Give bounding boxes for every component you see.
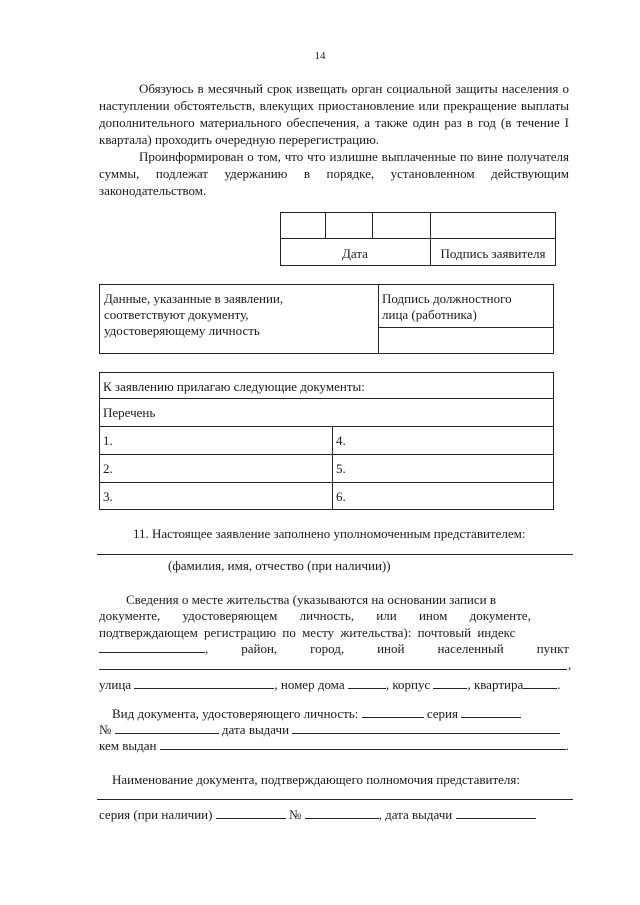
authority-series-field[interactable] bbox=[216, 806, 286, 819]
issue-date-label: дата выдачи bbox=[221, 722, 290, 737]
doc-type-field[interactable] bbox=[362, 705, 424, 718]
series-field[interactable] bbox=[461, 705, 521, 718]
date-field[interactable] bbox=[281, 213, 429, 237]
authority-title: Наименование документа, подтверждающего полномочия представителя: bbox=[112, 772, 520, 787]
documents-list-label: Перечень bbox=[103, 405, 156, 420]
period: . bbox=[557, 677, 561, 692]
number-field[interactable] bbox=[115, 721, 219, 734]
authority-number-label: № bbox=[288, 807, 302, 822]
district-label: район, bbox=[241, 641, 278, 656]
period: . bbox=[565, 738, 569, 753]
documents-header: К заявлению прилагаю следующие документы: bbox=[103, 379, 365, 394]
informed-paragraph: Проинформирован о том, что что излишне выплаченные по вине получателя суммы, подлежат удержанию в порядке, установленном действующим законодательством. bbox=[99, 149, 569, 198]
apartment-label: , квартира bbox=[467, 677, 524, 692]
number-label: № bbox=[99, 722, 112, 737]
residence-line-4 bbox=[99, 640, 569, 657]
verification-text-line-1: Данные, указанные в заявлении, bbox=[104, 291, 284, 306]
authority-line-2 bbox=[99, 806, 536, 823]
obligation-paragraph: Обязуюсь в месячный срок извещать орган социальной защиты населения о наступлении обстоятельств, влекущих приостановление или прекращение выплаты дополнительного материального обеспечения, а также один раз в год (в течение I квартала) проходить очередную перерегистрацию. bbox=[99, 81, 569, 147]
residence-line-2-text: документе, удостоверяющем личность, или ином документе, bbox=[99, 608, 531, 623]
populated-label: населенный bbox=[437, 641, 504, 656]
issued-by-label: кем выдан bbox=[99, 738, 157, 753]
point-label: пункт bbox=[536, 641, 569, 656]
official-signature-label-2: лица (работника) bbox=[382, 307, 477, 322]
page-number: 14 bbox=[314, 50, 326, 62]
street-label: улица bbox=[99, 677, 132, 692]
document-item-4[interactable]: 4. bbox=[336, 433, 346, 448]
document-item-1[interactable]: 1. bbox=[103, 433, 113, 448]
series-label: серия bbox=[426, 706, 458, 721]
applicant-signature-label: Подпись заявителя bbox=[440, 246, 546, 261]
applicant-signature-field[interactable] bbox=[431, 213, 555, 237]
address-line[interactable] bbox=[99, 669, 567, 670]
fio-caption: (фамилия, имя, отчество (при наличии)) bbox=[168, 558, 391, 573]
building-label: , корпус bbox=[385, 677, 431, 692]
issue-date-field[interactable] bbox=[292, 721, 560, 734]
document-item-5[interactable]: 5. bbox=[336, 461, 346, 476]
residence-line-1: Сведения о месте жительства (указываются на основании записи в bbox=[126, 592, 496, 607]
other-label: иной bbox=[377, 641, 405, 656]
address-line-comma: , bbox=[568, 657, 572, 672]
authority-issue-date-field[interactable] bbox=[456, 806, 536, 819]
authority-number-field[interactable] bbox=[305, 806, 379, 819]
document-item-2[interactable]: 2. bbox=[103, 461, 113, 476]
authority-series-label: серия (при наличии) bbox=[99, 807, 213, 822]
house-label: , номер дома bbox=[274, 677, 345, 692]
postal-index-field[interactable] bbox=[99, 640, 205, 653]
comma: , bbox=[205, 641, 209, 656]
identity-line-3 bbox=[99, 737, 569, 754]
verification-text-line-3: удостоверяющему личность bbox=[104, 323, 260, 338]
street-field[interactable] bbox=[134, 676, 274, 689]
house-field[interactable] bbox=[348, 676, 386, 689]
section-11-title: 11. Настоящее заявление заполнено уполномоченным представителем: bbox=[133, 526, 526, 541]
building-field[interactable] bbox=[433, 676, 467, 689]
residence-line-6 bbox=[99, 676, 561, 693]
residence-line-2 bbox=[99, 607, 569, 624]
representative-name-line[interactable] bbox=[97, 554, 573, 555]
date-label: Дата bbox=[342, 246, 368, 261]
residence-line-3: подтверждающем регистрацию по месту жительства): почтовый индекс bbox=[99, 625, 516, 640]
verification-text-line-2: соответствуют документу, bbox=[104, 307, 249, 322]
identity-line-1 bbox=[112, 705, 521, 722]
identity-line-2 bbox=[99, 721, 560, 738]
issued-by-field[interactable] bbox=[160, 737, 566, 750]
city-label: город, bbox=[310, 641, 345, 656]
doc-type-label: Вид документа, удостоверяющего личность: bbox=[112, 706, 359, 721]
authority-doc-line[interactable] bbox=[97, 799, 573, 800]
authority-issue-date-label: , дата выдачи bbox=[378, 807, 453, 822]
official-signature-label-1: Подпись должностного bbox=[382, 291, 512, 306]
apartment-field[interactable] bbox=[523, 676, 557, 689]
document-item-3[interactable]: 3. bbox=[103, 489, 113, 504]
official-signature-field[interactable] bbox=[379, 328, 553, 353]
document-item-6[interactable]: 6. bbox=[336, 489, 346, 504]
